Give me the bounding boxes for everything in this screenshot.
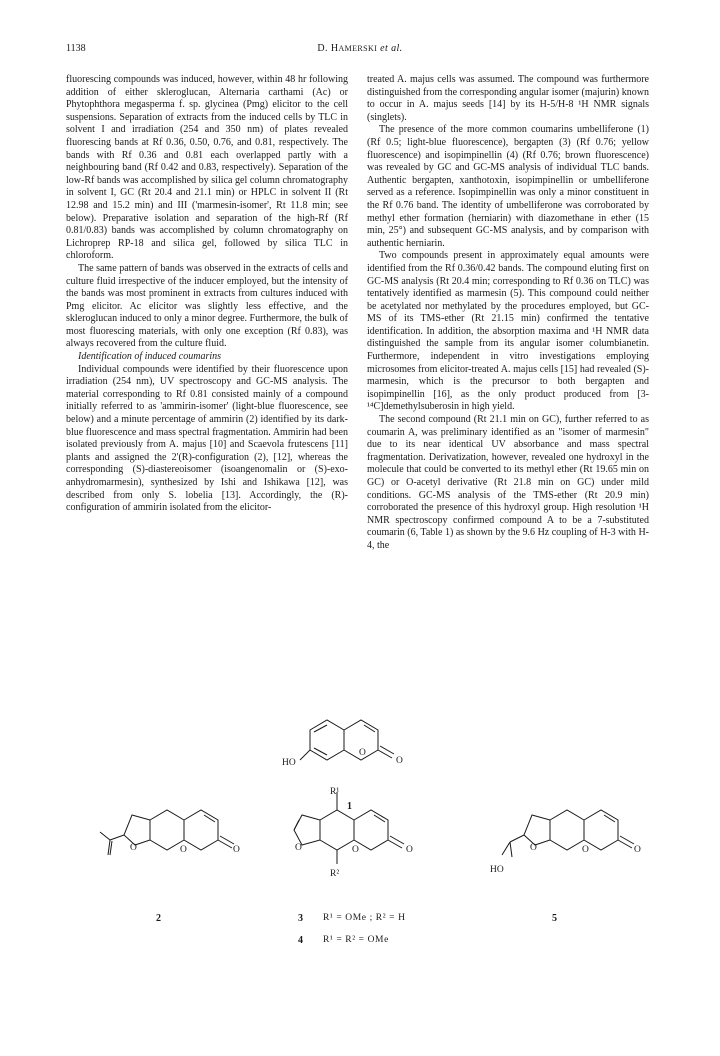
section-heading: Identification of induced coumarins [78, 351, 222, 363]
atom-o: O [634, 845, 641, 855]
atom-ho: HO [490, 865, 504, 875]
atom-o: O [295, 843, 302, 853]
atom-o: O [180, 845, 187, 855]
structure-label: 3 [298, 913, 303, 924]
atom-o: O [233, 845, 240, 855]
paragraph: Individual compounds were identified by their fluorescence upon irradiation (254 nm), UV spectroscopy and GC-MS analysis. The material corresponding to Rf 0.81 consisted mainly of a compound initially referred to as 'ammirin-isomer' (light-blue fluorescence, see below) and a minute percentage of ammirin (2) identified by its dark-blue fluorescence and mass spectral fragmentation. Ammirin had been isolated previously from A. majus [10] and Scaevola frutescens [11] plants and assigned the 2'(R)-configuration (2), [12], whereas the corresponding (S)-diastereoisomer (isoangenomalin or (S)-exo-anhydromarmesin), synthesized by Ishi and Ishikawa [12], was described from only S. lobelia [13]. Accordingly, the (R)-configuration of ammirin isolated from the elicitor- [66, 363, 348, 514]
paragraph: The presence of the more common coumarins umbelliferone (1) (Rf 0.5; light-blue fluorescence), bergapten (3) (Rf 0.76; yellow fluorescence) and isopimpinellin (4) (Rf 0.76; brown fluorescence) was revealed by GC and GC-MS analysis of individual TLC bands. Authentic bergapten, xanthotoxin, isopimpinellin or umbelliferone served as a reference. Isopimpinellin was only a minor constituent in the Rf 0.76 band. The identity of umbelliferone was corroborated by methyl ether formation (herniarin) with diazomethane in ether (15 min, 25°) and subsequent GC-MS analysis, and by comparison with authentic herniarin. [367, 124, 649, 249]
atom-o: O [352, 845, 359, 855]
paragraph: Two compounds present in approximately equal amounts were identified from the Rf 0.36/0.42 bands. The compound eluting first on GC-MS analysis (Rt 20.4 min; corresponding to Rf 0.36 on TLC) was tentatively identified as marmesin (5). This compound could neither be acetylated nor methylated by the procedures employed, but GC-MS of its TMS-ether (Rt 21.15 min) confirmed the tentative identification. In addition, the absorption maxima and ¹H NMR data distinguished the sample from its angular isomer columbianetin. Furthermore, independent in vitro investigations employing microsomes from elicitor-treated A. majus cells [15] had revealed (S)-marmesin, which is the precursor to both bergapten and isopimpinellin [16], as the only product produced from [3-¹⁴C]demethylsuberosin in high yield. [367, 250, 649, 413]
structure-1-umbelliferone [300, 720, 394, 760]
atom-o: O [396, 756, 403, 766]
structure-label: 2 [156, 913, 161, 924]
structure-5-marmesin [502, 810, 634, 857]
atom-o: O [582, 845, 589, 855]
atom-ho: HO [282, 758, 296, 768]
right-column [367, 74, 649, 553]
structures-svg [60, 690, 660, 1020]
paragraph: The same pattern of bands was observed in the extracts of cells and culture fluid irrespective of the inducer employed, but the intensity of the bands was most prominent in extracts from cultures induced with Pmg elicitor. Ac elicitor was slightly less effective, and the skleroglucan induced to only a minor degree. Furthermore, the bulk of most fluorescing materials, with only one exception (Rf 0.83), was always recovered from the culture fluid. [66, 262, 348, 350]
page-number: 1138 [66, 43, 86, 54]
atom-o: O [530, 843, 537, 853]
structure-label: 5 [552, 913, 557, 924]
atom-r2: R² [330, 869, 340, 879]
structure-2-ammirin [100, 810, 234, 855]
paragraph: The second compound (Rt 21.1 min on GC), further referred to as coumarin A, was preliminary identified as an "isomer of marmesin" due to its near identical UV absorbance and mass spectral fragmentation. Derivatization, however, revealed one hydroxyl in the molecule that could be converted to its methyl ether (Rt 19.65 min on GC) or O-acetyl derivative (Rt 21.8 min on GC) under mild conditions. GC-MS analysis of the TMS-ether (Rt 20.9 min) corroborated the presence of this hydroxyl group. High resolution ¹H NMR spectroscopy confirmed compound A to be a 7-substituted coumarin (6, Table 1) as shown by the 9.6 Hz coupling of H-3 with H-4, the [367, 414, 649, 551]
paragraph: treated A. majus cells was assumed. The compound was furthermore distinguished from the corresponding angular isomer (majurin) known to occur in A. majus seeds [14] by its H-5/H-8 ¹H NMR signals (singlets). [367, 74, 649, 123]
atom-o: O [406, 845, 413, 855]
running-head: D. HAMERSKI et al. [317, 43, 403, 54]
structure-label: 1 [347, 801, 352, 812]
chemical-structures-figure [60, 690, 660, 1020]
paragraph: fluorescing compounds was induced, however, within 48 hr following addition of either skleroglucan, Alternaria carthami (Ac) or Phytophthora megasperma f. sp. glycinea (Pmg) elicitor to the cell suspensions. Separation of extracts from the induced cells by TLC in solvent I and irradiation (254 and 350 nm) of plates revealed fluorescing bands at Rf 0.36, 0.50, 0.76, and 0.81, respectively. The bands with Rf 0.36 and 0.81 each overlapped partly with a neighbouring band (Rf 0.42 and 0.83, respectively). Separation of the low-Rf bands was accomplished by silica gel column chromatography in solvent I, GC (Rt 20.4 and 21.1 min) or HPLC in solvent II (Rt 12.98 and 15.2 min) and III ('marmesin-isomer', Rt 11.8 min; see below). Preparative isolation and separation of the high-Rf (Rf 0.81/0.83) bands was accomplished by column chromatography on Lichroprep RP-18 and silica gel, followed by silica TLC in chloroform. [66, 74, 348, 262]
substituent-definition: R¹ = R² = OMe [323, 935, 389, 945]
atom-o: O [130, 843, 137, 853]
atom-r1: R¹ [330, 787, 340, 797]
atom-o: O [359, 748, 366, 758]
left-column [66, 74, 348, 515]
substituent-definition: R¹ = OMe ; R² = H [323, 913, 406, 923]
structure-label: 4 [298, 935, 303, 946]
